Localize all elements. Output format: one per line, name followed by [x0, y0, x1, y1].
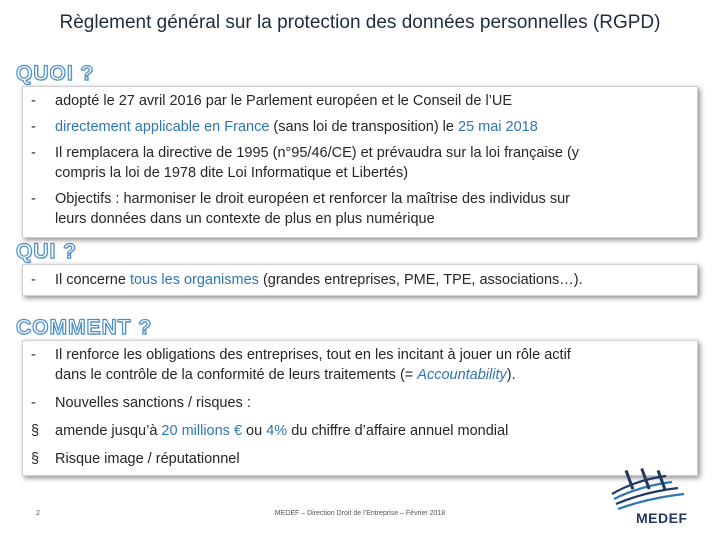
highlight-text: tous les organismes	[129, 272, 259, 288]
plain-text: amende jusqu’à	[55, 423, 162, 439]
highlight-amount: 20 millions €	[161, 423, 243, 439]
plain-text: (sans loi de transposition) le	[269, 119, 458, 135]
list-item-text: adopté le 27 avril 2016 par le Parlement européen et le Conseil de l’UE	[55, 93, 513, 109]
section-heading-comment: COMMENT ?	[16, 316, 153, 339]
dash-bullet: -	[31, 93, 36, 109]
highlight-date: 25 mai 2018	[458, 119, 538, 135]
footer-text: MEDEF – Direction Droit de l’Entreprise – Février 2018	[274, 510, 446, 517]
plain-text: dans le contrôle de la conformité de leurs traitements (=	[55, 367, 418, 383]
plain-text: du chiffre d’affaire annuel mondial	[287, 423, 509, 439]
highlight-text: Accountability	[417, 367, 507, 383]
list-item-text: Risque image / réputationnel	[55, 451, 240, 467]
medef-logo	[606, 468, 696, 526]
section-heading-qui: QUI ?	[16, 240, 77, 263]
list-item-text	[55, 143, 687, 183]
list-item-text: Nouvelles sanctions / risques :	[55, 395, 251, 411]
plain-text: Il concerne	[55, 272, 130, 288]
qui-box	[22, 264, 698, 296]
quoi-box	[22, 86, 698, 238]
logo-wordmark: MEDEF	[636, 510, 688, 526]
medef-logo-icon	[606, 468, 696, 512]
dash-bullet: -	[31, 145, 36, 161]
square-bullet-icon: §	[31, 451, 40, 467]
dash-bullet: -	[31, 395, 36, 411]
line-1: Il remplacera la directive de 1995 (n°95/46/CE) et prévaudra sur la loi française (y	[55, 145, 580, 161]
plain-text: ).	[506, 367, 516, 383]
comment-box	[22, 340, 698, 476]
dash-bullet: -	[31, 272, 36, 288]
line-2: compris la loi de 1978 dite Loi Informatique et Libertés)	[55, 165, 409, 181]
list-item-text	[55, 270, 687, 290]
dash-bullet: -	[31, 119, 36, 135]
highlight-percent: 4%	[266, 423, 288, 439]
line-2	[55, 365, 687, 385]
dash-bullet: -	[31, 347, 36, 363]
list-item-text	[55, 117, 687, 137]
page-number: 2	[36, 510, 40, 517]
list-item-text	[55, 189, 687, 229]
list-item-text	[55, 421, 687, 441]
line-1: Il renforce les obligations des entreprises, tout en les incitant à jouer un rôle actif	[55, 347, 571, 363]
plain-text: ou	[242, 423, 267, 439]
line-2: leurs données dans un contexte de plus en plus numérique	[55, 211, 435, 227]
line-1: Objectifs : harmoniser le droit européen et renforcer la maîtrise des individus sur	[55, 191, 570, 207]
plain-text: (grandes entreprises, PME, TPE, associations…).	[258, 272, 583, 288]
square-bullet-icon: §	[31, 423, 40, 439]
highlight-text: directement applicable en France	[55, 119, 270, 135]
section-heading-quoi: QUOI ?	[16, 62, 95, 85]
page-title: Règlement général sur la protection des données personnelles (RGPD)	[59, 12, 661, 33]
dash-bullet: -	[31, 191, 36, 207]
list-item-text	[55, 345, 687, 385]
